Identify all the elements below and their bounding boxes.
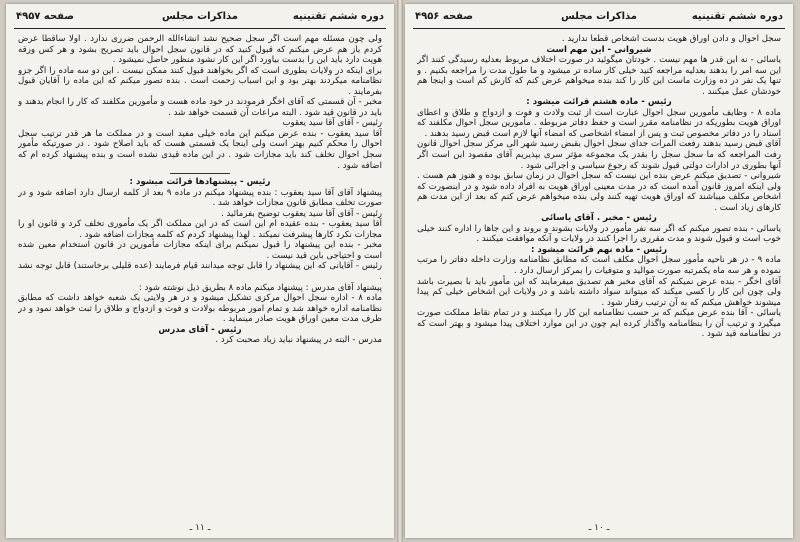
right-page-body	[417, 34, 781, 516]
right-paragraph: ماده ۹ - در هر ناحیه مأمور سجل احوال مکلف است که مطابق نظامنامه وزارت داخله دفاتر را مرتب نموده و هر سه ماه یکمرتبه صورت موالید و متوفیات را بمرکز ارسال دارد .	[417, 255, 781, 277]
left-paragraph: ولی چون مسئله مهم است اگر سجل صحیح نشد انشاءالله الرحمن ضرری ندارد . اولا ساقطاً عرض کردم باز هم عرض میکنم که قبول کنید که در قانون سجل احوال باید تصریح بشود و هر کس ورقه هویت دارد باید این را بدست بیاورد اگر این کار نشود منظور حاصل نمیشود .	[18, 34, 382, 66]
left-header-title: مذاکرات مجلس	[161, 11, 239, 22]
left-paragraph: برای اینکه در ولایات بطوری است که اگر بخواهند قبول کنند ممکن نیست . این دو سه ماده را اگر جزو نظامنامه میکردند بهتر بود و این اسباب زحمت است . بنده تصور میکنم که این ماده را آقایان قبول بفرمایند .	[18, 65, 382, 97]
left-header-page-label: صفحه ۴۹۵۷	[16, 11, 75, 22]
left-paragraph: رئیس - آقای آقا سید یعقوب توضیح بفرمائید .	[221, 208, 382, 219]
right-paragraph: یاسائی - آقا بنده عرض میکنم که بر حسب نظامنامه این کار را میکنند و در تمام نقاط مملکت صورت میگیرد و ترتیب آن را بنظامنامه واگذار کرده ایم چون در این موارد اختلاف پیدا میشود و بهتر است که در نظامنامه قید شود .	[417, 308, 781, 340]
left-page	[6, 4, 394, 538]
left-page-body	[18, 34, 382, 516]
left-header-session: دوره ششم تقنینیه	[292, 11, 384, 22]
right-paragraph: یاسائی - بنده تصور میکنم که اگر سه نفر مأمور در ولایات بشوند و بروند و این جاها را اداره کنند خیلی خوب است و قبول شوند و مدت مقرری را اجرا کنند در ولایات و آنکه موافقت میکنند .	[417, 223, 781, 245]
left-paragraph: آقا سید یعقوب - بنده عقیده ام این است که در این مملکت اگر یک مأموری تخلف کرد و قانون او را مجازات نکرد کارها پیشرفت نمیکند . لهذا پیشنهاد کردم که کلمه مجازات اضافه شود .	[18, 219, 382, 240]
right-paragraph: آقای قبض رسید بدهند رفعت المرات جدای سجل احوال بقبض رسید شهر الی مرکز سجل احوال قانون رفت المراجعه که ما سجل سجل را بقدر یک مجموعه مؤثر سری بپذیریم آقای مقصود این است اگر آنها بطوری در ادارات دولتی قبول شوند که رجوع سیاسی و اجرائی شود .	[417, 139, 781, 171]
left-paragraph: مخبر - بنده این پیشنهاد را قبول نمیکنم برای اینکه مجازات مأمورین در قانون استخدام معین شده است و احتیاجی باین قید نیست .	[18, 240, 382, 261]
left-paragraph: پیشنهاد آقای آقا سید یعقوب : بنده پیشنهاد میکنم در ماده ۹ بعد از کلمه ارسال دارد اضافه شود و در صورت تخلف مطابق قانون مجازات خواهد شد .	[18, 187, 382, 209]
right-page-footer: ـ ۱۰ ـ	[588, 523, 610, 533]
right-paragraph: شیروانی - تصدیق میکنم عرض بنده این نیست که سجل احوال در زمان سابق بوده و هنوز هم هست . ولی اینکه امروز قانون آمده است که در مدت معینی اوراق هویت به افراد داده شود و در اینصورت که اشخاص مکلف میباشند که اوراق هویت تهیه کنند ولی بنده میخواهم عرض کنم که بعد از این مدت هم کارهای زیاد است .	[417, 171, 781, 213]
left-paragraph: پیشنهاد آقای مدرس : پیشنهاد میکنم ماده ۸ بطریق ذیل نوشته شود :	[138, 282, 382, 293]
right-paragraph: ماده ۸ - وظایف مأمورین سجل احوال عبارت است از ثبت ولادت و فوت و ازدواج و طلاق و اعطای اوراق هویت بطوریکه در نظامنامه مقرر است و حفظ دفاتر مربوطه . مأمورین سجل احوال مکلفند که اسناد را در دفاتر مخصوص ثبت و پس از امضاء اشخاصی که امضاء آنها لازم است قبض رسید بدهند .	[417, 107, 781, 139]
left-paragraph: ماده ۸ - اداره سجل احوال مرکزی تشکیل میشود و در هر ولایتی یک شعبه خواهد داشت که مطابق نظامنامه اداره خواهد شد و تمام امور مربوطه بولادت و فوت و ازدواج و طلاق را ثبت خواهد نمود و در ظرف مدت معین اوراق هویت صادر مینماید .	[18, 293, 382, 325]
left-separator	[170, 173, 230, 174]
left-page-footer: ـ ۱۱ ـ	[189, 523, 211, 533]
book-gutter	[397, 0, 403, 542]
right-header-session: دوره ششم تقنینیه	[691, 11, 783, 22]
right-paragraph: آقای اخگر - بنده عرض نمیکنم که آقای مخبر هم تصدیق میفرمایند که این مأمور باید با بصیرت باشد ولی چون این کار را کسی میکند که میتواند سواد داشته باشد و در ولایات این اشخاص خیلی کم پیدا میشوند خواهش میکنم که به آن ترتیب رفتار شود .	[417, 276, 781, 308]
right-page	[405, 4, 793, 538]
right-heading: رئیس - ماده هشتم قرائت میشود :	[526, 97, 672, 108]
left-paragraph: رئیس - آقایانی که این پیشنهاد را قابل توجه میدانند قیام فرمایند (عده قلیلی برخاستند) قابل توجه نشد .	[18, 261, 382, 283]
left-page-header	[14, 10, 386, 29]
left-paragraph: مدرس - البته در پیشنهاد نباید زیاد صحبت کرد .	[215, 335, 382, 346]
right-heading: شیروانی - این مهم است	[546, 44, 652, 55]
right-heading: رئیس - ماده نهم قرائت میشود :	[530, 244, 668, 255]
left-paragraph: رئیس - آقای آقا سید یعقوب	[282, 118, 382, 129]
left-heading: رئیس - پیشنهادها قرائت میشود :	[129, 177, 271, 188]
right-paragraph: یاسائی - نه این قدر ها مهم نیست . خودتان میگوئید در صورت اختلاف مربوط بعدلیه رسیدگی کنند اگر این سه امر را بدهند بعدلیه مراجعه کنید خیلی کار ساده تر میشود و ما طول مدت را مراجعه بکنیم . و تنها یک نفر در ده وزارت ماست این کار را کند بنده میخواهم عرض کنم که کارش کم است و اینجا هم خودشان عمل میکنند .	[417, 55, 781, 97]
left-heading: رئیس - آقای مدرس	[158, 324, 242, 335]
right-paragraph: سجل احوال و دادن اوراق هویت بدست اشخاص قطعاً ندارید .	[561, 34, 781, 44]
right-heading: رئیس - مخبر . آقای یاسائی	[541, 213, 657, 224]
right-page-header	[413, 10, 785, 29]
right-header-page-label: صفحه ۴۹۵۶	[415, 11, 474, 22]
left-paragraph: آقا سید یعقوب - بنده عرض میکنم این ماده خیلی مفید است و در مملکت ما هر قدر ترتیب سجل احوال را محکم کنیم بهتر است ولی اینجا یک قسمتی هست که باید اصلاح شود . در صورتیکه مأمور سجل احوال تخلف کند باید مجازات شود . در این ماده قیدی نشده است و بنده پیشنهاد کرده ام که اضافه شود .	[18, 128, 382, 171]
left-paragraph: مخبر - آن قسمتی که آقای اخگر فرمودند در خود ماده هست و مأمورین مکلفند که کار را انجام بدهند و باید در قانون قید شود . البته مراعات آن قسمت خواهد شد .	[18, 97, 382, 118]
right-header-title: مذاکرات مجلس	[560, 11, 638, 22]
